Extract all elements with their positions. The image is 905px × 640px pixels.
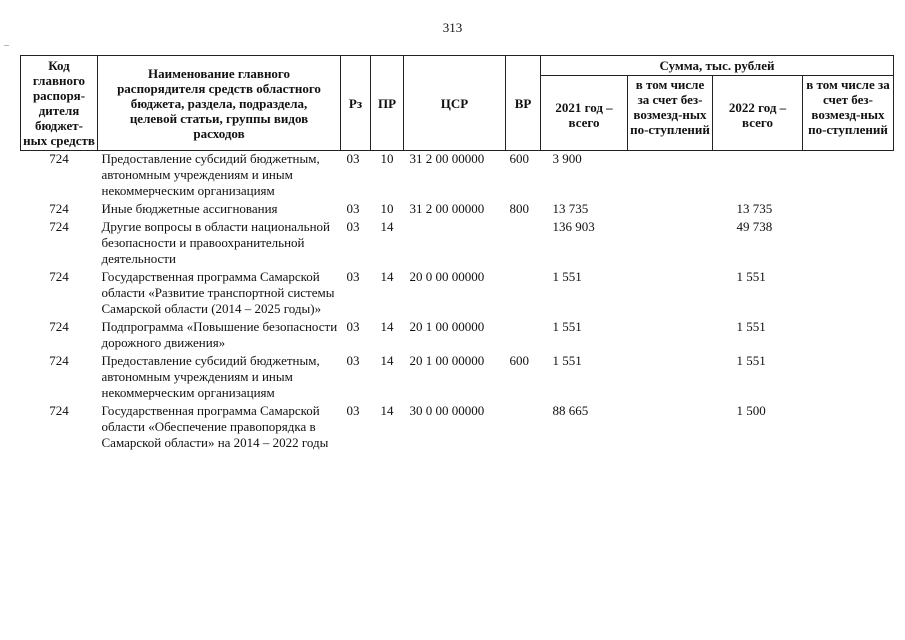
table-row — [21, 269, 894, 319]
header-2021-grants: в том числе за счет без-возмезд-ных по-ступлений — [628, 76, 713, 151]
cell-rz: 03 — [346, 319, 360, 334]
cell-s2021: 1 551 — [552, 269, 582, 284]
cell-b2022 — [803, 319, 894, 353]
cell-rz: 03 — [346, 269, 360, 284]
cell-rz: 03 — [346, 151, 360, 166]
cell-s2022: 1 500 — [736, 403, 766, 418]
table-header — [21, 56, 894, 151]
header-2022-grants: в том числе за счет без-возмезд-ных по-ступлений — [803, 76, 894, 151]
cell-pr: 14 — [380, 219, 394, 234]
cell-vr — [506, 219, 541, 269]
cell-csr: 20 1 00 00000 — [409, 353, 485, 368]
cell-s2022: 13 735 — [736, 201, 773, 216]
cell-s2021: 1 551 — [552, 319, 582, 334]
table-row — [21, 353, 894, 403]
header-pr: ПР — [371, 56, 404, 151]
budget-table — [20, 55, 894, 453]
cell-csr: 20 1 00 00000 — [409, 319, 485, 334]
cell-vr: 600 — [509, 353, 529, 368]
cell-kod: 724 — [49, 403, 69, 418]
cell-pr: 10 — [380, 201, 394, 216]
header-rz: Рз — [341, 56, 371, 151]
cell-kod: 724 — [49, 353, 69, 368]
header-2022-total: 2022 год – всего — [713, 76, 803, 151]
header-kod: Код главного распоря-дителя бюджет-ных средств — [21, 56, 98, 151]
table-row — [21, 319, 894, 353]
cell-s2021: 1 551 — [552, 353, 582, 368]
cell-csr — [404, 219, 506, 269]
cell-vr: 800 — [509, 201, 529, 216]
cell-pr: 10 — [380, 151, 394, 166]
cell-pr: 14 — [380, 403, 394, 418]
cell-kod: 724 — [49, 269, 69, 284]
cell-csr: 30 0 00 00000 — [409, 403, 485, 418]
table-row — [21, 151, 894, 202]
cell-pr: 14 — [380, 353, 394, 368]
cell-b2021 — [628, 201, 713, 219]
cell-b2022 — [803, 219, 894, 269]
cell-s2022: 49 738 — [736, 219, 773, 234]
cell-vr: 600 — [509, 151, 529, 166]
cell-b2021 — [628, 353, 713, 403]
cell-s2021: 3 900 — [552, 151, 582, 166]
cell-name: Иные бюджетные ассигнования — [101, 201, 278, 216]
cell-b2022 — [803, 269, 894, 319]
cell-s2021: 13 735 — [552, 201, 589, 216]
cell-csr: 31 2 00 00000 — [409, 151, 485, 166]
cell-name: Государственная программа Самарской области «Развитие транспортной системы Самарской области (2014 – 2025 годы)» — [101, 269, 335, 316]
cell-b2022 — [803, 353, 894, 403]
cell-rz: 03 — [346, 353, 360, 368]
cell-s2022: 1 551 — [736, 269, 766, 284]
cell-b2021 — [628, 319, 713, 353]
cell-s2022: 1 551 — [736, 353, 766, 368]
margin-mark: – — [4, 40, 9, 51]
cell-rz: 03 — [346, 219, 360, 234]
table-body — [21, 151, 894, 454]
cell-csr: 31 2 00 00000 — [409, 201, 485, 216]
cell-b2022 — [803, 151, 894, 202]
cell-b2021 — [628, 219, 713, 269]
cell-pr: 14 — [380, 269, 394, 284]
page-number: 313 — [442, 20, 463, 35]
cell-name: Государственная программа Самарской области «Обеспечение правопорядка в Самарской области» на 2014 – 2022 годы — [101, 403, 329, 450]
cell-s2022: 1 551 — [736, 319, 766, 334]
cell-name: Другие вопросы в области национальной безопасности и правоохранительной деятельности — [101, 219, 330, 266]
cell-kod: 724 — [49, 219, 69, 234]
cell-name: Подпрограмма «Повышение безопасности дорожного движения» — [101, 319, 338, 350]
cell-vr — [506, 319, 541, 353]
cell-kod: 724 — [49, 201, 69, 216]
cell-kod: 724 — [49, 151, 69, 166]
cell-name: Предоставление субсидий бюджетным, автономным учреждениям и иным некоммерческим организациям — [101, 353, 320, 400]
header-name: Наименование главного распорядителя средств областного бюджета, раздела, подраздела, целевой статьи, группы видов расходов — [98, 56, 341, 151]
table-row — [21, 201, 894, 219]
cell-b2021 — [628, 151, 713, 202]
cell-s2021: 136 903 — [552, 219, 595, 234]
cell-rz: 03 — [346, 201, 360, 216]
cell-rz: 03 — [346, 403, 360, 418]
header-sum: Сумма, тыс. рублей — [541, 56, 894, 76]
cell-b2021 — [628, 269, 713, 319]
cell-csr: 20 0 00 00000 — [409, 269, 485, 284]
cell-pr: 14 — [380, 319, 394, 334]
cell-vr — [506, 269, 541, 319]
cell-b2022 — [803, 201, 894, 219]
cell-b2022 — [803, 403, 894, 453]
cell-s2021: 88 665 — [552, 403, 589, 418]
cell-name: Предоставление субсидий бюджетным, автономным учреждениям и иным некоммерческим организациям — [101, 151, 320, 198]
table-row — [21, 219, 894, 269]
cell-s2022 — [713, 151, 803, 202]
header-2021-total: 2021 год – всего — [541, 76, 628, 151]
cell-kod: 724 — [49, 319, 69, 334]
header-csr: ЦСР — [404, 56, 506, 151]
cell-b2021 — [628, 403, 713, 453]
table-row — [21, 403, 894, 453]
header-vr: ВР — [506, 56, 541, 151]
cell-vr — [506, 403, 541, 453]
